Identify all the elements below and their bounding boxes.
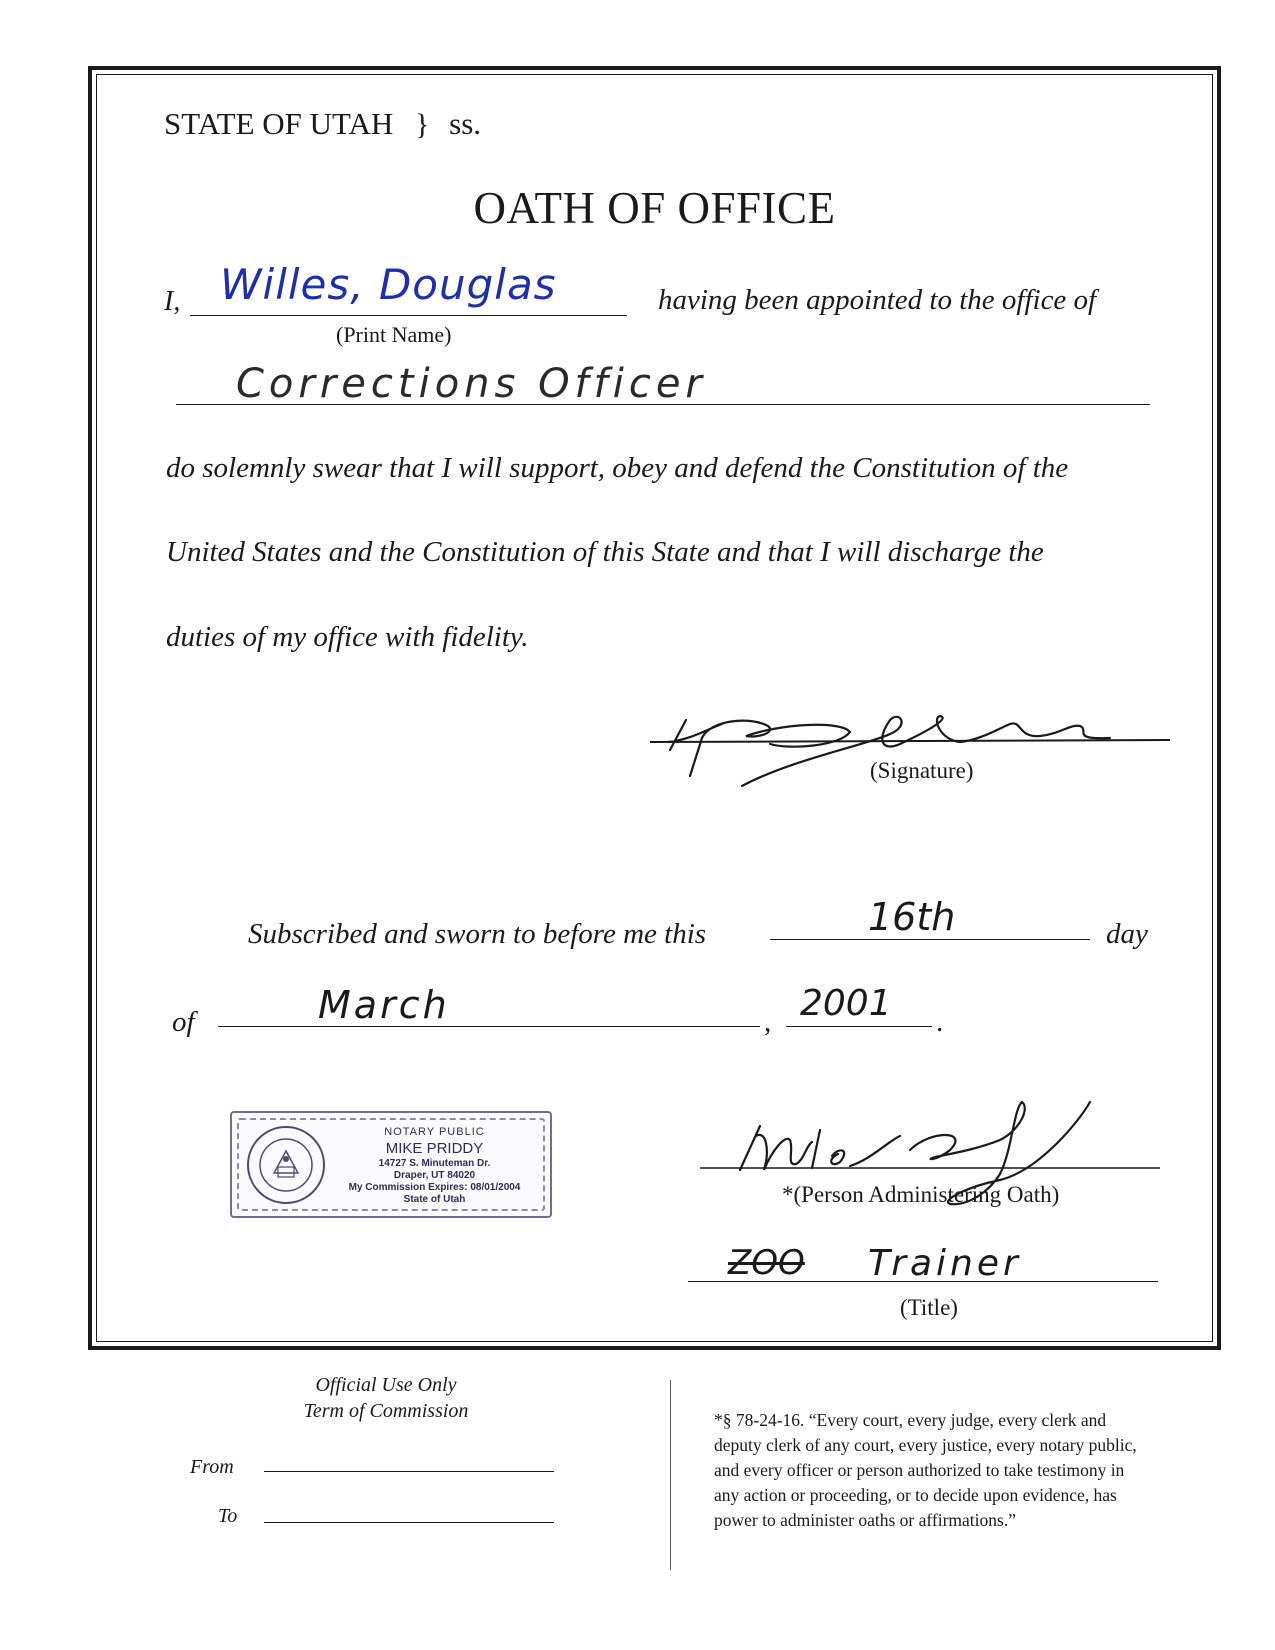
stamp-line-1: NOTARY PUBLIC xyxy=(384,1126,485,1138)
footnote-line-2: deputy clerk of any court, every justice, every notary public, xyxy=(714,1435,1137,1455)
oath-body-line-1: do solemnly swear that I will support, obey and defend the Constitution of the xyxy=(166,452,1069,484)
oath-body-line-2: United States and the Constitution of this State and that I will discharge the xyxy=(166,536,1044,568)
of-word: of xyxy=(172,1006,195,1038)
year-period: . xyxy=(936,1006,944,1038)
name-line xyxy=(190,315,627,316)
to-label: To xyxy=(218,1505,238,1527)
title-caption: (Title) xyxy=(900,1295,958,1320)
term-of-commission-heading: Term of Commission xyxy=(303,1400,469,1422)
administrator-caption: *(Person Administering Oath) xyxy=(782,1182,1060,1207)
day-word: day xyxy=(1106,918,1148,950)
notary-stamp xyxy=(230,1111,552,1218)
section-divider xyxy=(670,1380,671,1570)
name-handwritten: Willes, Douglas xyxy=(220,260,557,309)
stamp-line-6: State of Utah xyxy=(403,1194,466,1205)
month-line xyxy=(218,1026,760,1027)
subscribed-text: Subscribed and sworn to before me this xyxy=(248,918,707,950)
office-handwritten: Corrections Officer xyxy=(236,361,707,407)
day-handwritten: 16th xyxy=(868,895,956,939)
oath-body-line-3: duties of my office with fidelity. xyxy=(166,621,529,653)
appointed-text: having been appointed to the office of xyxy=(658,284,1097,316)
state-heading xyxy=(164,106,481,142)
stamp-line-3: 14727 S. Minuteman Dr. xyxy=(378,1158,491,1169)
stamp-line-5: My Commission Expires: 08/01/2004 xyxy=(348,1182,521,1193)
state-name: STATE OF UTAH xyxy=(164,106,394,141)
name-caption: (Print Name) xyxy=(336,322,452,347)
footnote-line-4: any action or proceeding, or to decide upon evidence, has xyxy=(714,1485,1117,1505)
to-field[interactable] xyxy=(264,1522,554,1523)
page-title: OATH OF OFFICE xyxy=(473,183,836,233)
from-label: From xyxy=(190,1456,234,1478)
venue-brace: } xyxy=(415,108,430,141)
stamp-line-4: Draper, UT 84020 xyxy=(393,1170,476,1181)
title-handwritten: Trainer xyxy=(868,1243,1022,1284)
footnote-line-3: and every officer or person authorized to take testimony in xyxy=(714,1460,1125,1480)
venue-ss: ss. xyxy=(449,106,482,141)
month-handwritten: March xyxy=(318,983,450,1027)
year-handwritten: 2001 xyxy=(800,983,892,1024)
day-line xyxy=(770,939,1090,940)
year-line xyxy=(786,1026,932,1027)
footnote-line-5: power to administer oaths or affirmations.” xyxy=(714,1510,1016,1530)
footnote xyxy=(714,1408,1137,1533)
administrator-signature xyxy=(700,1090,1160,1240)
signature-caption: (Signature) xyxy=(870,758,974,783)
state-seal-icon xyxy=(244,1123,328,1207)
from-field[interactable] xyxy=(264,1471,554,1472)
footnote-line-1: *§ 78-24-16. “Every court, every judge, every clerk and xyxy=(714,1410,1107,1430)
oath-prefix: I, xyxy=(164,286,181,317)
title-struck-handwritten: ZOO xyxy=(728,1243,805,1283)
month-comma: , xyxy=(764,1006,772,1038)
official-use-heading: Official Use Only xyxy=(315,1374,457,1396)
stamp-line-2: MIKE PRIDDY xyxy=(385,1140,484,1157)
